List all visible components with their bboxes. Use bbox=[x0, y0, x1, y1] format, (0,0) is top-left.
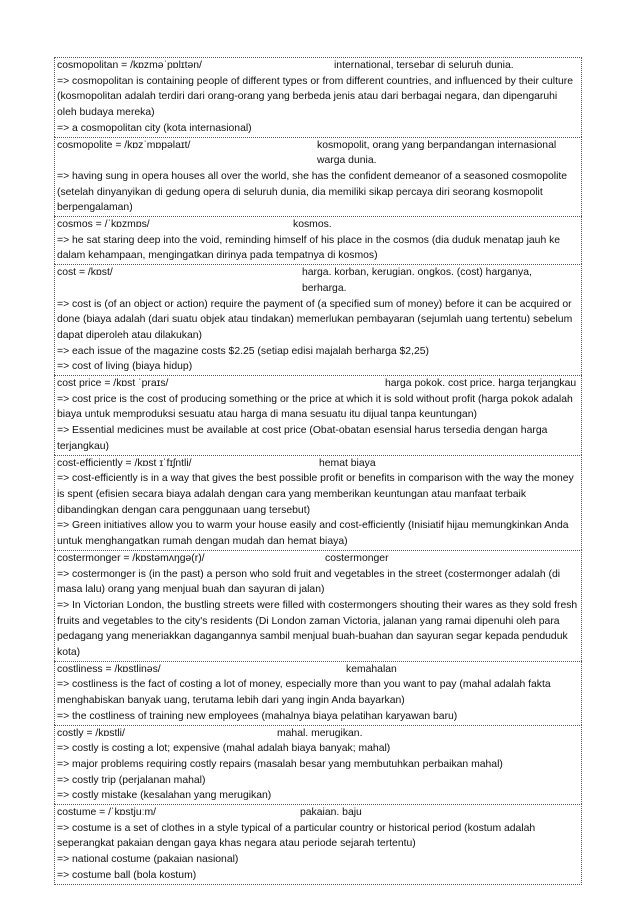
entry-term: costermonger = /kɒstəmʌŋɡə(r)/ bbox=[57, 552, 205, 564]
entry-example-line: => costly is costing a lot; expensive (mahal adalah biaya banyak; mahal) bbox=[57, 743, 391, 755]
entry-header bbox=[55, 456, 581, 472]
entry-term: cosmopolite = /kɒzˈmɒpəlaɪt/ bbox=[57, 139, 191, 151]
dictionary-entry bbox=[54, 264, 582, 375]
entry-header bbox=[55, 265, 581, 296]
dictionary-entry bbox=[54, 804, 582, 885]
entry-term: costly = /kɒstli/ bbox=[57, 727, 125, 739]
entry-example-line: => Green initiatives allow you to warm your house easily and cost-efficiently (Inisiatif hijau memungkinkan Anda untuk menghangatkan rumah dengan mudah dan hemat biaya) bbox=[57, 520, 569, 548]
entry-example-line: => cost price is the cost of producing something or the price at which it is sold without profit (harga pokok adalah biaya untuk memproduksi sesuatu atau harga di mana sesuatu itu dijual tanpa keuntungan) bbox=[57, 393, 573, 421]
entry-example-line: => cost is (of an object or action) require the payment of (a specified sum of money) before it can be acquired or done (biaya adalah (dari suatu objek atau tindakan) memerlukan pembayaran (sejumlah uang tertentu) sebelum dapat diperoleh atau dilakukan) bbox=[57, 298, 573, 341]
entry-header bbox=[55, 726, 581, 742]
entry-meaning: kosmos. bbox=[293, 219, 332, 231]
entry-meaning: kemahalan bbox=[346, 663, 397, 675]
dictionary-entry bbox=[54, 661, 582, 725]
entry-example-line: => costume is a set of clothes in a style typical of a particular country or historical period (kostum adalah seperangkat pakaian dengan gaya khas negara atau periode sejarah tertentu) bbox=[57, 822, 536, 850]
entry-meaning: harga pokok. cost price. harga terjangkau bbox=[385, 378, 577, 390]
entry-example-line: => cost-efficiently is in a way that gives the best possible profit or benefits in comparison with the way the money is spent (efisien secara biaya adalah dengan cara yang memberikan keuntungan atau manfaat terbaik dibandingkan dengan cara penggunaan uang tersebut) bbox=[57, 473, 574, 516]
entry-term: cost = /kɒst/ bbox=[57, 267, 113, 279]
entry-example-line: => he sat staring deep into the void, reminding himself of his place in the cosmos (dia duduk menatap jauh ke dalam kehampaan, mengingatkan dirinya pada tempatnya di kosmos) bbox=[57, 234, 561, 262]
entry-example-line: => Essential medicines must be available at cost price (Obat-obatan esensial harus tersedia dengan harga terjangkau) bbox=[57, 425, 548, 452]
entry-meaning: costermonger bbox=[325, 552, 389, 564]
entry-term: cost-efficiently = /kɒst ɪˈfɪʃntli/ bbox=[57, 457, 192, 469]
entry-term: cost price = /kɒst ˈpraɪs/ bbox=[57, 378, 169, 390]
entry-example-line: => cost of living (biaya hidup) bbox=[57, 361, 193, 373]
dictionary-entry bbox=[54, 455, 582, 550]
dictionary-entry bbox=[54, 550, 582, 661]
entry-header bbox=[55, 58, 581, 74]
entry-meaning: harga. korban, kerugian. ongkos. (cost) harganya, berharga. bbox=[302, 267, 532, 294]
entry-header bbox=[55, 376, 581, 392]
entry-meaning: international, tersebar di seluruh dunia. bbox=[334, 60, 514, 71]
entry-header bbox=[55, 551, 581, 567]
entry-example-line: => having sung in opera houses all over the world, she has the confident demeanor of a seasoned cosmopolite (setelah dinyanyikan di gedung opera di seluruh dunia, dia memiliki sikap percaya diri seorang kosmopolit berpengalaman) bbox=[57, 170, 568, 214]
entry-example-line: => each issue of the magazine costs $2.25 (setiap edisi majalah berharga $2,25) bbox=[57, 345, 429, 357]
dictionary-entry bbox=[54, 137, 582, 217]
entry-meaning: kosmopolit, orang yang berpandangan internasional warga dunia. bbox=[317, 139, 557, 167]
dictionary-entry bbox=[54, 375, 582, 455]
entry-header bbox=[55, 662, 581, 678]
entry-example-line: => the costliness of training new employees (mahalnya biaya pelatihan karyawan baru) bbox=[57, 710, 458, 722]
entry-example-line: => costermonger is (in the past) a person who sold fruit and vegetables in the street (costermonger adalah (di masa lalu) orang yang menjual buah dan sayuran di jalan) bbox=[57, 568, 561, 596]
entry-example-line: => costume ball (bola kostum) bbox=[57, 869, 197, 881]
entry-header bbox=[55, 805, 581, 821]
entry-term: cosmos = /ˈkɒzmɒs/ bbox=[57, 219, 150, 231]
dictionary-entry bbox=[54, 725, 582, 805]
entry-header bbox=[55, 217, 581, 233]
entry-header bbox=[55, 138, 581, 169]
entry-meaning: hemat biaya bbox=[319, 457, 376, 469]
entry-example-line: => costly mistake (kesalahan yang merugikan) bbox=[57, 790, 272, 802]
entry-example-line: => national costume (pakaian nasional) bbox=[57, 854, 239, 866]
entry-example-line: => In Victorian London, the bustling streets were filled with costermongers shouting their wares as they sold fresh fruits and vegetables to the city's residents (Di London zaman Victoria, jalanan yang ramai dipenuhi oleh para pedagang yang meneriakkan dagangannya sambil menjual buah-buahan dan sayuran segar kepada penduduk kota) bbox=[57, 599, 578, 659]
entry-meaning: mahal. merugikan. bbox=[277, 727, 363, 739]
entry-example-line: => major problems requiring costly repairs (masalah besar yang membutuhkan perbaikan mahal) bbox=[57, 758, 503, 770]
entry-example-line: => cosmopolitan is containing people of different types or from different countries, and influenced by their culture (kosmopolitan adalah terdiri dari orang-orang yang berbeda jenis atau dari berbagai negara, dan dipengaruhi oleh budaya mereka) bbox=[57, 75, 573, 119]
entry-example-line: => a cosmopolitan city (kota internasional) bbox=[57, 122, 252, 134]
entry-example-line: => costly trip (perjalanan mahal) bbox=[57, 774, 206, 786]
dictionary-entry bbox=[54, 57, 582, 137]
entry-term: costume = /ˈkɒstjuːm/ bbox=[57, 807, 157, 819]
dictionary-sheet bbox=[54, 57, 582, 885]
dictionary-entry bbox=[54, 216, 582, 264]
entry-term: costliness = /kɒstlinəs/ bbox=[57, 663, 161, 675]
entry-term: cosmopolitan = /kɒzməˈpɒlɪtən/ bbox=[57, 60, 202, 71]
entry-meaning: pakaian. baju bbox=[300, 807, 362, 819]
entry-example-line: => costliness is the fact of costing a lot of money, especially more than you want to pay (mahal adalah fakta menghabiskan banyak uang, terutama lebih dari yang ingin Anda bayarkan) bbox=[57, 679, 551, 707]
